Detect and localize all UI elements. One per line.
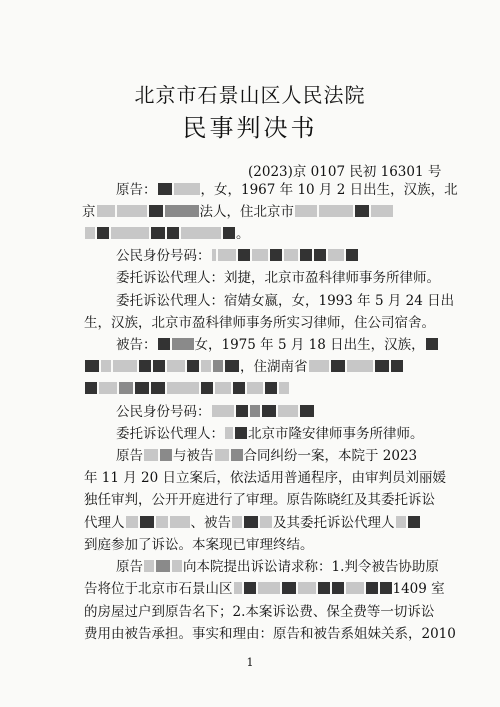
page-number: 1 [246, 656, 254, 669]
redaction-block [395, 515, 421, 531]
text-segment: 委托诉讼代理人：宿婧女嬴，女，1993 年 5 月 24 日出 [116, 293, 455, 309]
text-segment: 委托诉讼代理人： [116, 426, 224, 442]
redaction-block [143, 448, 173, 464]
text-segment: 公民身份号码： [116, 248, 211, 264]
redaction-block [308, 359, 404, 375]
text-line [116, 447, 417, 465]
text-line [84, 314, 435, 332]
redaction-block [211, 248, 359, 264]
redaction-block [231, 515, 273, 531]
text-line [116, 425, 424, 443]
text-segment: 。 [236, 226, 250, 242]
text-line [84, 491, 435, 509]
text-line [84, 225, 250, 243]
text-line [84, 514, 421, 532]
text-line [82, 203, 394, 221]
redaction-block [84, 226, 236, 242]
text-segment: 及其委托诉讼代理人 [273, 515, 395, 531]
text-segment: 1409 室 [392, 581, 445, 597]
redaction-block [214, 448, 244, 464]
text-segment: 年 11 月 20 日立案后，依法适用普通程序，由审判员刘丽媛 [84, 470, 447, 486]
text-line [84, 580, 445, 598]
redaction-block [224, 426, 248, 442]
text-line [84, 625, 456, 643]
redaction-block [84, 381, 290, 397]
redaction-block [157, 337, 195, 353]
text-line [116, 181, 458, 199]
text-segment: 生，汉族，北京市盈科律师事务所实习律师，住公司宿舍。 [84, 315, 435, 331]
text-line [116, 292, 454, 310]
redaction-block [143, 559, 183, 575]
text-segment: 法人，住北京市 [199, 204, 294, 220]
document-title: 民事判决书 [182, 114, 318, 142]
text-line [116, 336, 439, 354]
redaction-block [84, 359, 240, 375]
redaction-block [157, 182, 201, 198]
text-line [116, 269, 440, 287]
text-segment: 合同纠纷一案，本院于 2023 [243, 448, 418, 464]
text-segment: 的房屋过户到原告名下；2.本案诉讼费、保全费等一切诉讼 [84, 604, 435, 620]
text-segment: 告将位于北京市石景山区 [84, 581, 233, 597]
text-line [84, 358, 404, 376]
redaction-block [294, 204, 394, 220]
text-segment: 独任审判，公开开庭进行了审理。原告陈晓红及其委托诉讼 [84, 492, 435, 508]
text-segment: 费用由被告承担。事实和理由：原告和被告系姐妹关系，2010 [84, 626, 456, 642]
text-segment: ，住湖南省 [240, 359, 308, 375]
text-segment: 与被告 [173, 448, 214, 464]
text-segment: 原告 [116, 448, 143, 464]
case-number: (2023)京 0107 民初 16301 号 [248, 164, 442, 180]
text-segment: 原告 [116, 559, 143, 575]
redaction-block [233, 581, 393, 597]
text-segment: 北京市隆安律师事务所律师。 [248, 426, 424, 442]
text-line [84, 536, 314, 554]
text-segment: 京 [82, 204, 96, 220]
text-line [84, 603, 434, 621]
text-segment: 到庭参加了诉讼。本案现已审理终结。 [84, 537, 314, 553]
redaction-block [96, 204, 200, 220]
court-name: 北京市石景山区人民法院 [134, 83, 366, 107]
text-segment: 公民身份号码： [116, 404, 211, 420]
text-line [84, 380, 290, 398]
text-segment: ，女，1967 年 10 月 2 日出生，汉族，北 [200, 182, 458, 198]
text-segment: 代理人 [84, 515, 125, 531]
text-line [116, 558, 439, 576]
redaction-block [125, 515, 191, 531]
text-segment: 原告： [116, 182, 157, 198]
text-segment: 女，1975 年 5 月 18 日出生，汉族， [194, 337, 425, 353]
redaction-block [211, 404, 315, 420]
text-segment: 被告： [116, 337, 157, 353]
text-segment: 委托诉讼代理人：刘捷，北京市盈科律师事务所律师。 [116, 270, 440, 286]
redaction-block [425, 337, 439, 353]
text-segment: 、被告 [190, 515, 231, 531]
text-line [84, 469, 446, 487]
text-line [116, 403, 315, 421]
text-segment: 向本院提出诉讼请求称：1.判令被告协助原 [183, 559, 439, 575]
text-line [116, 247, 359, 265]
